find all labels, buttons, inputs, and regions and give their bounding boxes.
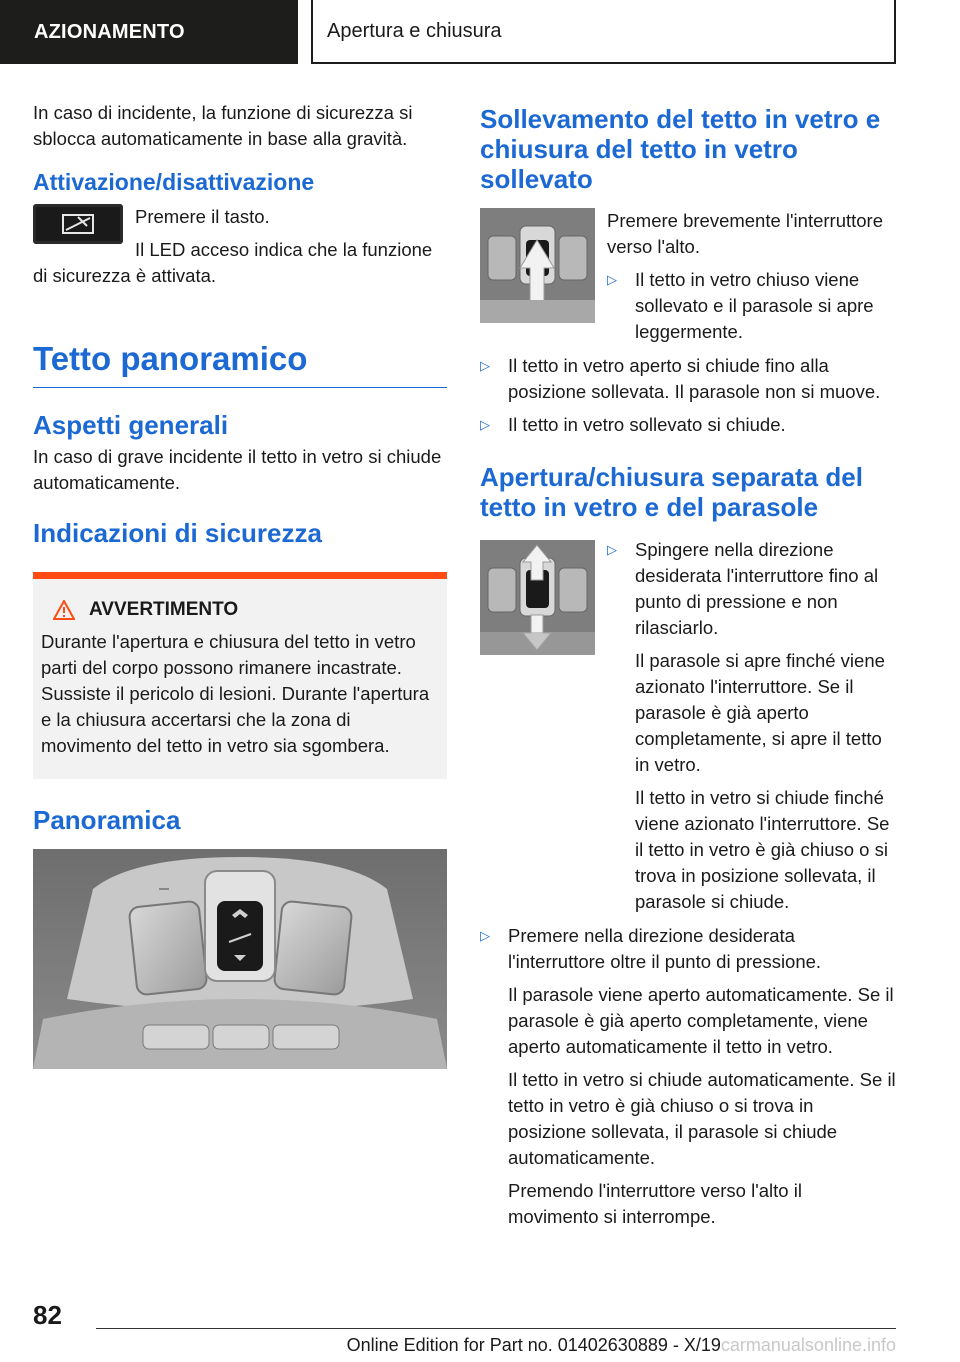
footer-divider	[96, 1328, 896, 1329]
activation-note: Il LED acceso indica che la funzione di sicurezza è attivata.	[33, 239, 433, 286]
switch-up-image	[480, 208, 595, 323]
separate-heading: Apertura/chiusura separata del tetto in vetro e del parasole	[480, 462, 863, 522]
separate-bullet-1: Spingere nella direzione desiderata l'interruttore fino al punto di pressione e non rilasciarlo.	[635, 539, 879, 638]
lift-bullet-2: Il tetto in vetro aperto si chiude fino alla posizione sollevata. Il parasole non si muove.	[508, 355, 881, 402]
warning-box	[33, 572, 447, 779]
separate-bullet-2-p3: Il tetto in vetro si chiude automaticamente. Se il tetto in vetro è già chiuso o si trova in posizione sollevata, il parasole si chiude automaticamente.	[508, 1069, 896, 1168]
header-section: AZIONAMENTO	[0, 0, 298, 64]
overview-heading: Panoramica	[33, 805, 181, 835]
header-title: Apertura e chiusura	[311, 0, 896, 64]
separate-bullet-1-p3: Il tetto in vetro si chiude finché viene azionato l'interruttore. Se il tetto in vetro è già chiuso o si trova in posizione sollevata, il parasole si chiude.	[635, 787, 890, 912]
intro-text: In caso di incidente, la funzione di sicurezza si sblocca automaticamente in base alla gravità.	[33, 102, 413, 149]
separate-bullet-1-p2: Il parasole si apre finché viene azionato l'interruttore. Se il parasole è già aperto completamente, si apre il tetto in vetro.	[635, 650, 885, 775]
lift-instruction: Premere brevemente l'interruttore verso l'alto.	[607, 210, 884, 257]
warning-triangle-icon	[53, 600, 75, 620]
separate-bullet-2-p2: Il parasole viene aperto automaticamente. Se il parasole è già aperto completamente, viene aperto automaticamente il tetto in vetro.	[508, 984, 894, 1057]
activation-heading: Attivazione/disattivazione	[33, 169, 315, 195]
right-column: Sollevamento del tetto in vetro e chiusura del tetto in vetro sollevato Premere brevemente l'interruttore verso l'alto. ▷ Il tetto in vetro chiuso viene sollevato e il parasole si apre leggermente. ▷ Il tetto in vetro aperto si chiude fino alla posizione sollevata. Il parasole non si muove. ▷ Il tetto in vetro sollevato si chiude. Apertura/chiusura separata del tetto in vetro e del parasole ▷ Spingere nella direzione desiderata l'interruttore fino al punto di pressione e non rilasciarlo. Il parasole si apre finché viene azionato l'interruttore. Se il parasole è già aperto completamente, si apre il tetto in vetro. Il tetto in vetro si chiude finché viene azionato l'interruttore. Se il tetto in vetro è già chiuso o si trova in posizione sollevata, il parasole si chiude. ▷ Premere nella direzione desiderata l'interruttore oltre il punto di pressione. Il parasole viene aperto automaticamente. Se il parasole è già aperto completamente, viene aperto automaticamente il tetto in vetro. Il tetto in vetro si chiude automaticamente. Se il tetto in vetro è già chiuso o si trova in posizione sollevata, il parasole si chiude automaticamente. Premendo l'interruttore verso l'alto il movimento si interrompe.	[480, 104, 896, 1230]
warning-text: Durante l'apertura e chiusura del tetto in vetro parti del corpo possono rimanere incastrate. Sussiste il pericolo di lesioni. Durante l'apertura e la chiusura accertarsi che la zona di movimento del tetto in vetro sia sgombera.	[41, 631, 430, 756]
general-heading: Aspetti generali	[33, 410, 229, 440]
safety-heading: Indicazioni di sicurezza	[33, 518, 322, 548]
overhead-console-image	[33, 849, 447, 1069]
general-text: In caso di grave incidente il tetto in vetro si chiude automaticamente.	[33, 446, 442, 493]
section-title: Tetto panoramico	[33, 339, 447, 388]
watermark-text: carmanualsonline.info	[720, 1335, 896, 1355]
activation-step: Premere il tasto.	[135, 206, 270, 227]
separate-bullet-2: Premere nella direzione desiderata l'interruttore oltre il punto di pressione.	[508, 925, 822, 972]
lift-heading: Sollevamento del tetto in vetro e chiusura del tetto in vetro sollevato	[480, 104, 881, 194]
edition-text: Online Edition for Part no. 01402630889 - X/19	[346, 1335, 721, 1355]
switch-up-down-image	[480, 540, 595, 655]
lift-bullet-3: Il tetto in vetro sollevato si chiude.	[508, 414, 786, 435]
crash-button-icon	[33, 204, 123, 244]
left-column	[33, 100, 447, 1069]
page-number: 82	[33, 1300, 62, 1330]
warning-title: AVVERTIMENTO	[89, 599, 239, 620]
lift-bullet-1: Il tetto in vetro chiuso viene sollevato e il parasole si apre leggermente.	[635, 269, 874, 342]
separate-bullet-2-p4: Premendo l'interruttore verso l'alto il movimento si interrompe.	[508, 1180, 802, 1227]
footer-edition	[347, 1335, 896, 1356]
